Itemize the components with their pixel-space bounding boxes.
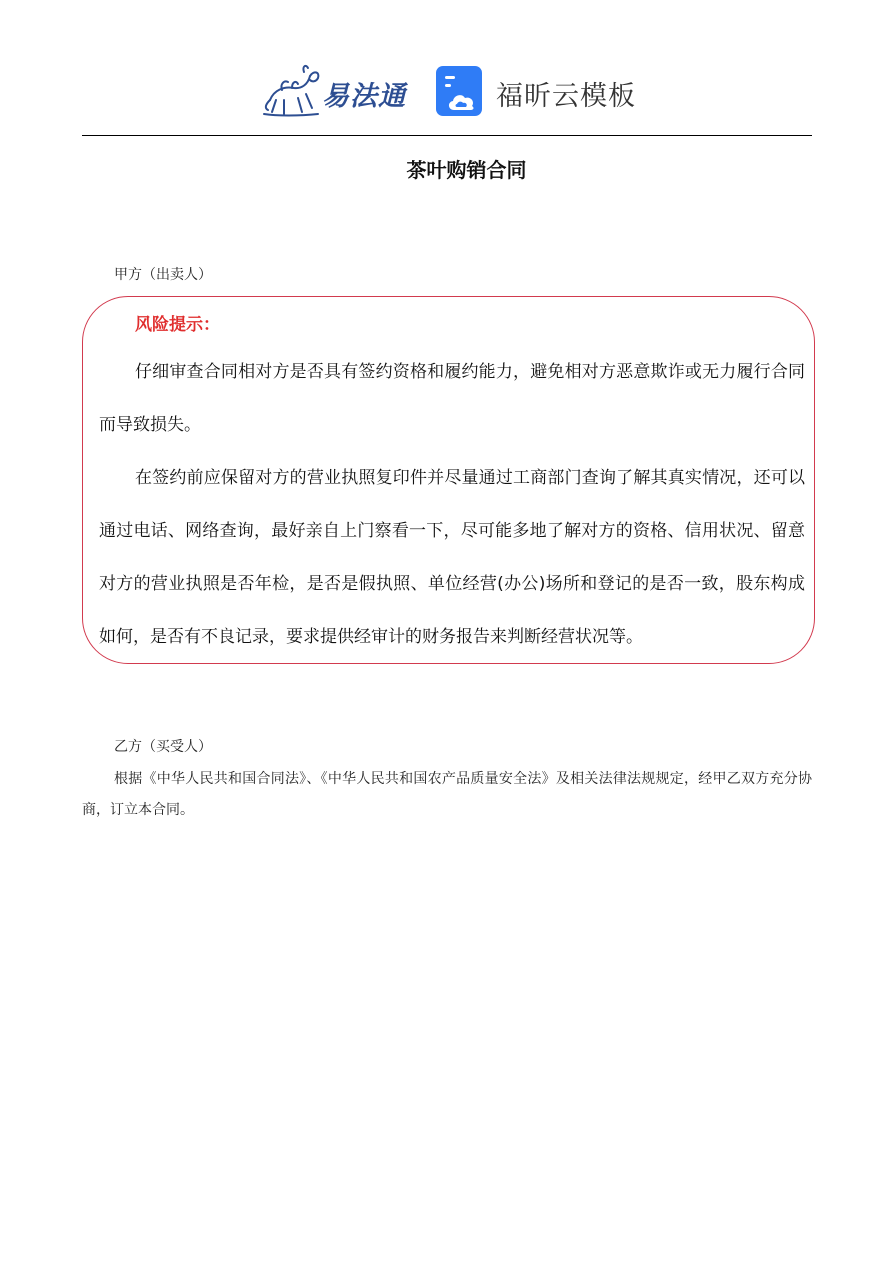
- risk-notice-paragraph: 仔细审查合同相对方是否具有签约资格和履约能力，避免相对方恶意欺诈或无力履行合同而导致损失。: [99, 362, 805, 435]
- risk-notice-title: 风险提示：: [135, 315, 220, 335]
- risk-notice-paragraph: 在签约前应保留对方的营业执照复印件并尽量通过工商部门查询了解其真实情况，还可以通过电话、网络查询，最好亲自上门察看一下，尽可能多地了解对方的资格、信用状况、留意对方的营业执照是否年检，是否是假执照、单位经营(办公)场所和登记的是否一致，股东构成如何，是否有不良记录，要求提供经审计的财务报告来判断经营状况等。: [99, 468, 805, 647]
- yifatong-logo-text: 易法通: [322, 81, 406, 112]
- party-a-label: 甲方（出卖人）: [114, 267, 212, 283]
- page-header: [0, 58, 893, 122]
- cloud-document-icon: [436, 66, 484, 118]
- qilin-icon: [262, 60, 322, 118]
- foxit-cloud-template-logo: [436, 66, 636, 118]
- foxit-cloud-template-text: 福昕云模板: [496, 81, 636, 112]
- header-divider: [82, 135, 812, 136]
- document-title: 茶叶购销合同: [406, 158, 527, 182]
- contract-intro-paragraph: 根据《中华人民共和国合同法》、《中华人民共和国农产品质量安全法》及相关法律法规规定，经甲乙双方充分协商，订立本合同。: [82, 771, 812, 818]
- risk-notice-box: [82, 296, 815, 664]
- yifatong-logo: [262, 60, 412, 118]
- party-b-label: 乙方（买受人）: [114, 739, 212, 755]
